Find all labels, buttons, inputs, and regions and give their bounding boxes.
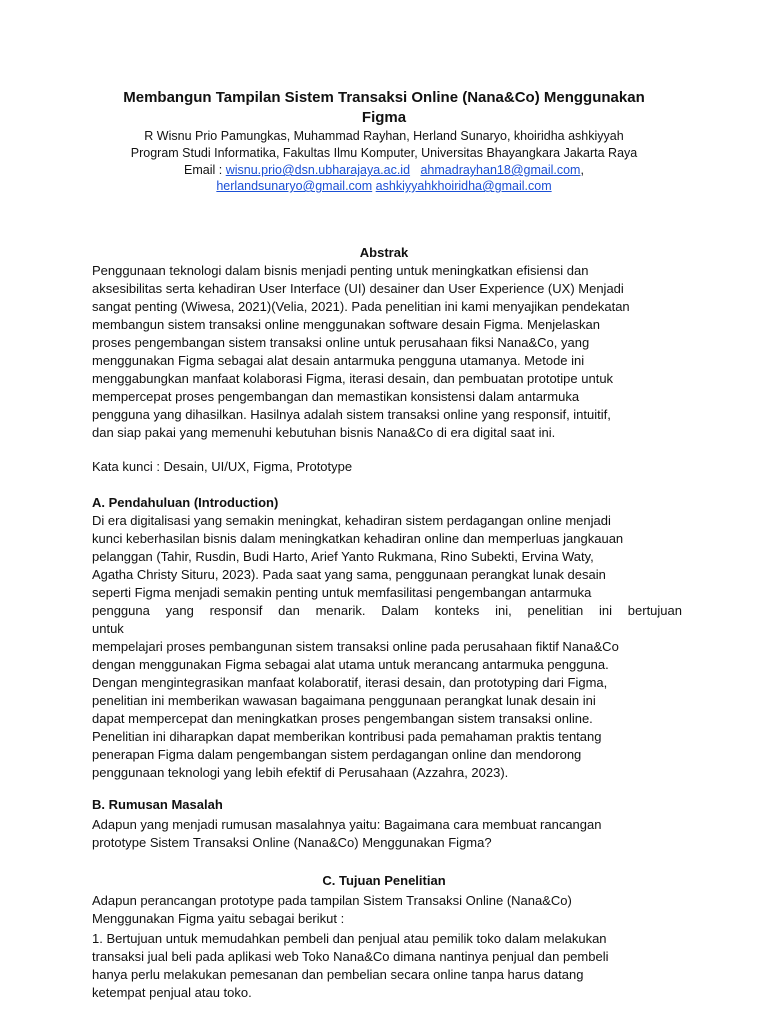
text-line: dengan menggunakan Figma sebagai alat utama untuk merancang antarmuka pengguna.	[92, 657, 609, 672]
email-link[interactable]: herlandsunaryo@gmail.com	[216, 179, 373, 193]
text-line: untuk	[92, 621, 124, 636]
title-line: Membangun Tampilan Sistem Transaksi Online (Nana&Co) Menggunakan	[123, 89, 645, 106]
text-line: Adapun perancangan prototype pada tampilan Sistem Transaksi Online (Nana&Co)	[92, 893, 572, 908]
text-line: hanya perlu melakukan pemesanan dan pembelian secara online tanpa harus datang	[92, 967, 584, 982]
paper-title	[90, 88, 678, 128]
text-line: Menggunakan Figma yaitu sebagai berikut :	[92, 911, 345, 926]
text-line: kunci keberhasilan bisnis dalam meningkatkan kehadiran online dan memperluas jangkauan	[92, 531, 624, 546]
text-line: 1. Bertujuan untuk memudahkan pembeli dan penjual atau pemilik toko dalam melakukan	[92, 931, 607, 946]
text-line: ketempat penjual atau toko.	[92, 985, 252, 1000]
section-c-item-1	[92, 930, 682, 1002]
authors: R Wisnu Prio Pamungkas, Muhammad Rayhan, Herland Sunaryo, khoiridha ashkiyyah	[144, 129, 624, 143]
email-line-2	[60, 178, 708, 194]
text-line: pelanggan (Tahir, Rusdin, Budi Harto, Arief Yanto Rukmana, Rino Subekti, Ervina Waty,	[92, 549, 594, 564]
text-line: pengguna yang responsif dan menarik. Dalam konteks ini, penelitian ini bertujuan	[92, 603, 682, 618]
text-line: mempercepat proses pengembangan dan memastikan konsistensi dalam antarmuka	[92, 389, 580, 404]
title-line: Figma	[361, 109, 407, 126]
email-link[interactable]: ashkiyyahkhoiridha@gmail.com	[375, 179, 552, 193]
email-label: Email :	[184, 163, 226, 177]
affiliation: Program Studi Informatika, Fakultas Ilmu Komputer, Universitas Bhayangkara Jakarta Raya	[130, 146, 638, 160]
text-line: membangun sistem transaksi online menggunakan software desain Figma. Menjelaskan	[92, 317, 600, 332]
abstract-heading: Abstrak	[359, 245, 409, 260]
text-line: penerapan Figma dalam pengembangan sistem perdagangan online dan mendorong	[92, 747, 582, 762]
text-line: proses pengembangan sistem transaksi online untuk perusahaan fiksi Nana&Co, yang	[92, 335, 590, 350]
text-line: Penelitian ini diharapkan dapat memberikan kontribusi pada pemahaman praktis tentang	[92, 729, 602, 744]
text-line: seperti Figma menjadi semakin penting untuk memfasilitasi pengembangan antarmuka	[92, 585, 592, 600]
section-a-heading: A. Pendahuluan (Introduction)	[92, 495, 279, 510]
section-b-body	[92, 816, 682, 852]
text-line: mempelajari proses pembangunan sistem transaksi online pada perusahaan fiktif Nana&Co	[92, 639, 619, 654]
text-line: Agatha Christy Situru, 2023). Pada saat yang sama, penggunaan perangkat lunak desain	[92, 567, 606, 582]
text-line: penelitian ini memberikan wawasan bagaimana penggunaan perangkat lunak desain ini	[92, 693, 596, 708]
section-a-body	[92, 512, 682, 782]
keywords: Kata kunci : Desain, UI/UX, Figma, Prototype	[92, 459, 353, 474]
text-line: penggunaan teknologi yang lebih efektif di Perusahaan (Azzahra, 2023).	[92, 765, 509, 780]
text-line: Adapun yang menjadi rumusan masalahnya yaitu: Bagaimana cara membuat rancangan	[92, 817, 602, 832]
text-line: transaksi jual beli pada aplikasi web Toko Nana&Co dimana nantinya penjual dan pembeli	[92, 949, 609, 964]
text-line: menggunakan Figma sebagai alat desain antarmuka pengguna utamanya. Metode ini	[92, 353, 585, 368]
email-link[interactable]: ahmadrayhan18@gmail.com	[420, 163, 581, 177]
section-c-intro	[92, 892, 682, 928]
email-link[interactable]: wisnu.prio@dsn.ubharajaya.ac.id	[225, 163, 411, 177]
section-b-heading: B. Rumusan Masalah	[92, 797, 223, 812]
text-line: Di era digitalisasi yang semakin meningkat, kehadiran sistem perdagangan online menjadi	[92, 513, 611, 528]
text-line: Penggunaan teknologi dalam bisnis menjadi penting untuk meningkatkan efisiensi dan	[92, 263, 589, 278]
abstract-body	[92, 262, 682, 442]
text-line: menggabungkan manfaat kolaborasi Figma, iterasi desain, dan pembuatan prototipe untuk	[92, 371, 614, 386]
text-line: pengguna yang dihasilkan. Hasilnya adalah sistem transaksi online yang responsif, intuitif,	[92, 407, 611, 422]
section-c-heading: C. Tujuan Penelitian	[322, 873, 446, 888]
email-line-1: Email : wisnu.prio@dsn.ubharajaya.ac.id ahmadrayhan18@gmail.com,	[184, 163, 584, 177]
text-line: prototype Sistem Transaksi Online (Nana&Co) Menggunakan Figma?	[92, 835, 492, 850]
text-line: dan siap pakai yang memenuhi kebutuhan bisnis Nana&Co di era digital saat ini.	[92, 425, 556, 440]
text-line: aksesibilitas serta kehadiran User Interface (UI) desainer dan User Experience (UX) Menjadi	[92, 281, 624, 296]
text-line: sangat penting (Wiwesa, 2021)(Velia, 2021). Pada penelitian ini kami menyajikan pendekatan	[92, 299, 630, 314]
text-line: dapat mempercepat dan meningkatkan proses pengembangan sistem transaksi online.	[92, 711, 593, 726]
text-line: Dengan mengintegrasikan manfaat kolaboratif, iterasi desain, dan prototyping dari Figma,	[92, 675, 608, 690]
